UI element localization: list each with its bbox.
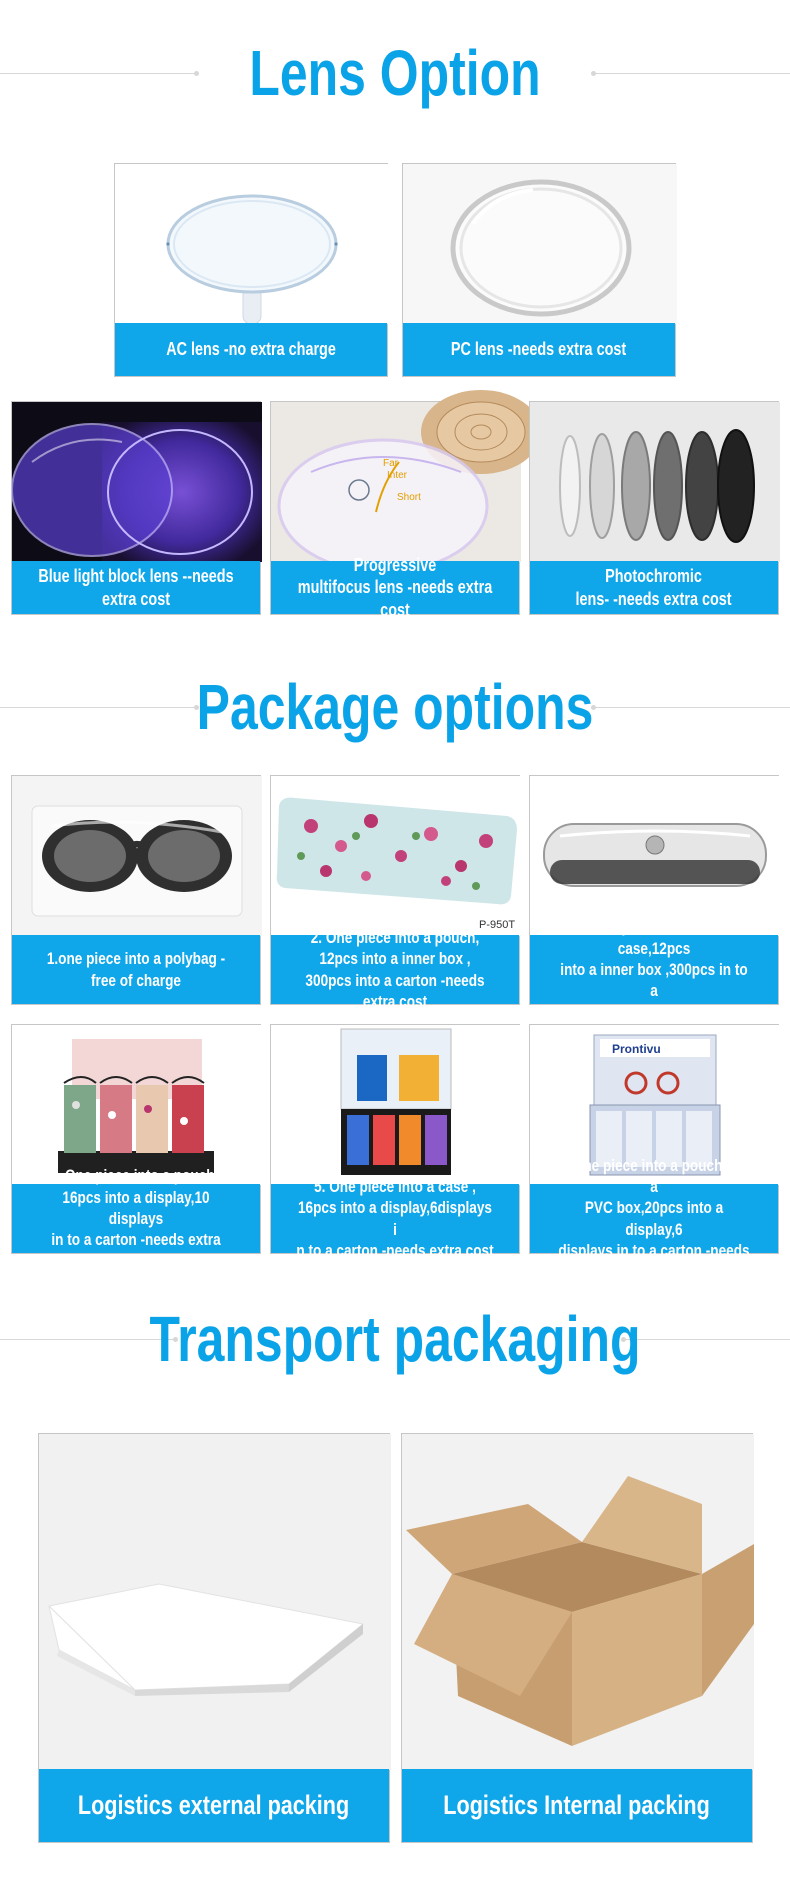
lens-card-pc[interactable] — [402, 163, 676, 377]
lens-card-ac[interactable] — [114, 163, 388, 377]
lens-card-progressive[interactable] — [270, 401, 520, 620]
lens-card-photochromic[interactable] — [529, 401, 779, 615]
polybag-photo — [12, 776, 260, 936]
case-display-photo — [271, 1025, 519, 1185]
lens-card-caption: Progressive multifocus lens -needs extra cost — [271, 561, 519, 614]
progressive-far-label: Far — [383, 458, 398, 469]
lens-card-caption: Photochromic lens- -needs extra cost — [530, 561, 778, 614]
package-card-pouch-display[interactable] — [11, 1024, 261, 1271]
pc-lens-photo — [403, 164, 675, 324]
ac-lens-photo — [115, 164, 387, 324]
package-card-polybag[interactable] — [11, 775, 261, 1005]
blue-light-lens-photo — [12, 402, 260, 562]
package-card-caption: 4. One piece into a pouch , 16pcs into a display,10 displays in to a carton -needs extra cost — [12, 1184, 260, 1253]
package-card-caption: 5. One piece into a case , 16pcs into a display,6displays i n to a carton -needs extra cost — [271, 1184, 519, 1253]
package-card-caption: 2. One piece into a pouch, 12pcs into a inner box , 300pcs into a carton -needs extra cost — [271, 935, 519, 1004]
transport-card-caption: Logistics Internal packing — [402, 1769, 752, 1842]
external-packing-photo — [39, 1434, 389, 1770]
progressive-lens-photo — [271, 402, 519, 562]
package-card-case-display[interactable] — [270, 1024, 520, 1260]
package-section-title: Package options — [196, 671, 594, 743]
package-card-pouch[interactable] — [270, 775, 520, 1011]
transport-card-internal[interactable] — [401, 1433, 753, 1843]
progressive-inter-label: Inter — [387, 470, 408, 481]
lens-card-caption: Blue light block lens --needs extra cost — [12, 561, 260, 614]
package-card-caption: 6. One piece into a pouch and a PVC box,20pcs into a display,6 displays in to a carton -needs extra cost — [530, 1184, 778, 1253]
lens-card-blue-light[interactable] — [11, 401, 261, 615]
lens-section-title: Lens Option — [249, 37, 541, 109]
package-card-caption: 1.one piece into a polybag -free of charge — [12, 935, 260, 1004]
clear-case-photo — [530, 776, 778, 936]
display-brand-label: Prontivu — [612, 1042, 661, 1056]
progressive-short-label: Short — [397, 492, 421, 503]
lens-card-caption: AC lens -no extra charge — [115, 323, 387, 376]
transport-section-title: Transport packaging — [149, 1303, 641, 1375]
internal-packing-photo — [402, 1434, 752, 1770]
package-card-caption: 3. One piece into a clear case,12pcs into a inner box ,300pcs in to a carton -needs extra cost — [530, 935, 778, 1004]
package-card-pvc-display[interactable] — [529, 1024, 779, 1281]
pouch-code-label: P-950T — [479, 919, 516, 931]
photochromic-lens-photo — [530, 402, 778, 562]
pouch-photo — [271, 776, 519, 936]
package-card-clear-case[interactable] — [529, 775, 779, 1022]
pouch-display-photo — [12, 1025, 260, 1185]
transport-card-caption: Logistics external packing — [39, 1769, 389, 1842]
lens-card-caption: PC lens -needs extra cost — [403, 323, 675, 376]
transport-card-external[interactable] — [38, 1433, 390, 1843]
